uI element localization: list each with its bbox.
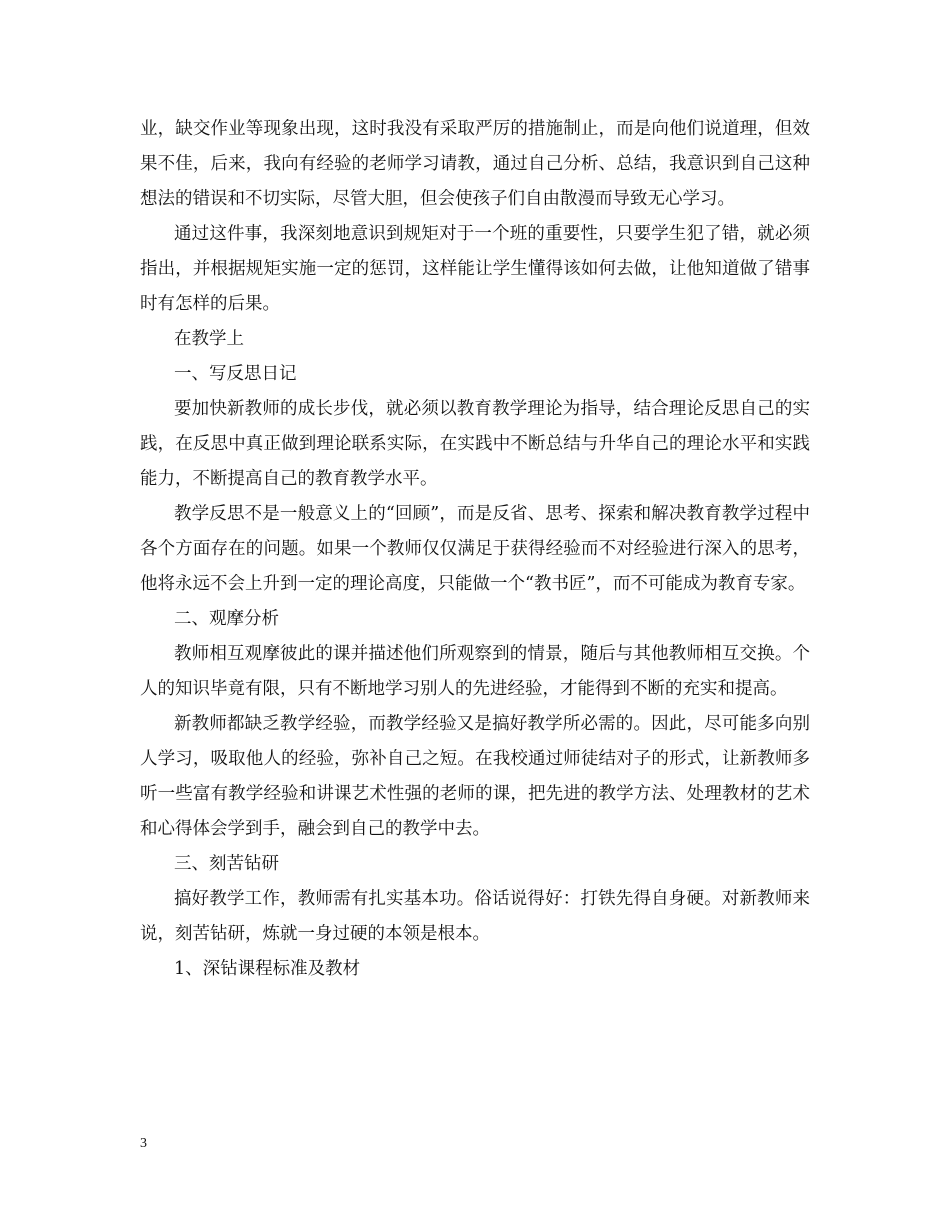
paragraph-2: 通过这件事，我深刻地意识到规矩对于一个班的重要性，只要学生犯了错，就必须指出，并根据规矩实施一定的惩罚，这样能让学生懂得该如何去做，让他知道做了错事时有怎样的后果。: [140, 224, 810, 314]
paragraph-8: 教师相互观摩彼此的课并描述他们所观察到的情景，随后与其他教师相互交换。个人的知识毕竟有限，只有不断地学习别人的先进经验，才能得到不断的充实和提高。: [140, 644, 810, 699]
subheading-observation-analysis: 二、观摩分析: [174, 609, 279, 629]
subheading-curriculum-standards: 1、深钻课程标准及教材: [174, 959, 361, 979]
paragraph-6: 教学反思不是一般意义上的“回顾”，而是反省、思考、探索和解决教育教学过程中各个方面存在的问题。如果一个教师仅仅满足于获得经验而不对经验进行深入的思考，他将永远不会上升到一定的理论高度，只能做一个“教书匠”，而不可能成为教育专家。: [140, 504, 810, 594]
paragraph-11: 搞好教学工作，教师需有扎实基本功。俗话说得好：打铁先得自身硬。对新教师来说，刻苦钻研，炼就一身过硬的本领是根本。: [140, 889, 810, 944]
section-heading-teaching: 在教学上: [174, 329, 244, 349]
paragraph-1: 业，缺交作业等现象出现，这时我没有采取严厉的措施制止，而是向他们说道理，但效果不佳，后来，我向有经验的老师学习请教，通过自己分析、总结，我意识到自己这种想法的错误和不切实际，尽管大胆，但会使孩子们自由散漫而导致无心学习。: [140, 119, 810, 209]
paragraph-5: 要加快新教师的成长步伐，就必须以教育教学理论为指导，结合理论反思自己的实践，在反思中真正做到理论联系实际，在实践中不断总结与升华自己的理论水平和实践能力，不断提高自己的教育教学水平。: [140, 399, 810, 489]
subheading-reflection-diary: 一、写反思日记: [174, 364, 297, 384]
subheading-diligent-study: 三、刻苦钻研: [174, 854, 279, 874]
page-number: 3: [140, 1136, 147, 1151]
document-body: [140, 112, 810, 987]
paragraph-9: 新教师都缺乏教学经验，而教学经验又是搞好教学所必需的。因此，尽可能多向别人学习，吸取他人的经验，弥补自己之短。在我校通过师徒结对子的形式，让新教师多听一些富有教学经验和讲课艺术性强的老师的课，把先进的教学方法、处理教材的艺术和心得体会学到手，融会到自己的教学中去。: [140, 714, 810, 839]
